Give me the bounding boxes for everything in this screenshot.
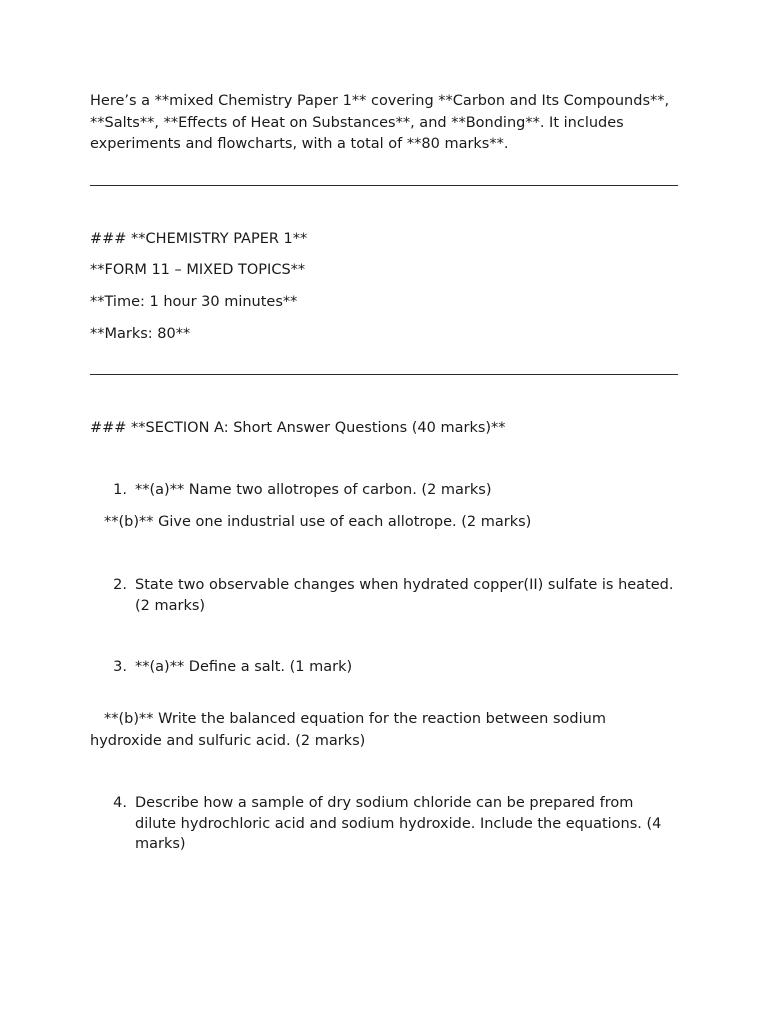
paper-title: ### **CHEMISTRY PAPER 1** [90, 231, 308, 247]
paper-marks: **Marks: 80** [90, 326, 191, 342]
question-number: 4. [113, 795, 127, 811]
section-a-heading: ### **SECTION A: Short Answer Questions (40 marks)** [90, 420, 506, 436]
question-text: **(a)** Name two allotropes of carbon. (2 marks) [135, 482, 492, 498]
question-text: **(a)** Define a salt. (1 mark) [135, 659, 353, 675]
horizontal-rule [90, 185, 678, 186]
question-text: Describe how a sample of dry sodium chloride can be prepared from dilute hydrochloric acid and sodium hydroxide. Include the equations. (4 marks) [135, 795, 662, 852]
document-page [90, 0, 678, 1024]
question-text: State two observable changes when hydrated copper(II) sulfate is heated. (2 marks) [135, 577, 674, 614]
question-number: 1. [113, 482, 127, 498]
intro-paragraph: Here’s a **mixed Chemistry Paper 1** covering **Carbon and Its Compounds**, **Salts**, **Effects of Heat on Substances**, and **Bonding**. It includes experiments and flowcharts, with a total of **80 marks**. [90, 93, 670, 152]
horizontal-rule [90, 374, 678, 375]
paper-form: **FORM 11 – MIXED TOPICS** [90, 262, 306, 278]
question-number: 3. [113, 659, 127, 675]
question-3-part-b: **(b)** Write the balanced equation for the reaction between sodium hydroxide and sulfuric acid. (2 marks) [90, 711, 606, 749]
question-number: 2. [113, 577, 127, 593]
question-1-part-b: **(b)** Give one industrial use of each allotrope. (2 marks) [104, 514, 532, 530]
paper-time: **Time: 1 hour 30 minutes** [90, 294, 298, 310]
